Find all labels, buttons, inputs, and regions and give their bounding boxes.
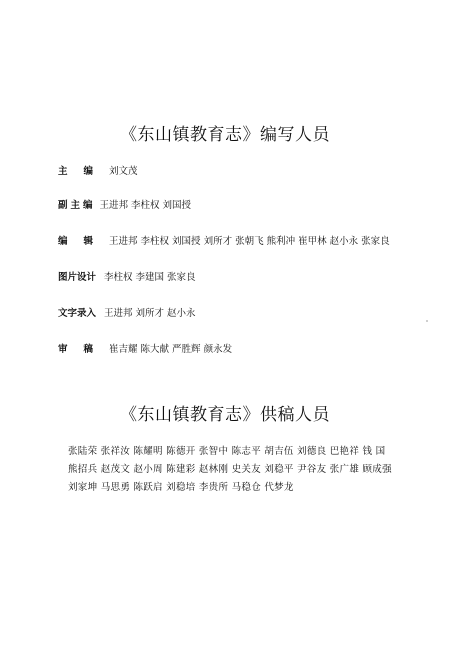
staff-row-picture-design (58, 272, 196, 284)
section-title-contributors: 《东山镇教育志》供稿人员 (120, 405, 330, 425)
staff-row-chief-editor (58, 166, 138, 178)
role-label: 副主编 (58, 200, 96, 211)
role-label: 图片设计 (58, 272, 97, 283)
role-names: 刘文茂 (109, 166, 138, 177)
staff-row-editors (58, 236, 390, 248)
role-label: 编辑 (58, 236, 110, 247)
contributor-line: 熊招兵 赵茂文 赵小周 陈建彩 赵林刚 史关友 刘稳平 尹谷友 张广雄 顾成强 (68, 464, 392, 475)
role-label: 主编 (58, 166, 110, 177)
role-names: 王进邦 刘所才 赵小永 (104, 308, 196, 319)
role-names: 崔吉耀 陈大献 严胜辉 颜永发 (109, 344, 233, 355)
scan-speck (426, 320, 428, 322)
staff-row-reviewers (58, 344, 232, 356)
role-names: 李柱权 李建国 张家良 (104, 272, 196, 283)
role-label: 审稿 (58, 344, 110, 355)
staff-row-deputy-editor (58, 200, 191, 212)
contributor-line: 刘家坤 马思勇 陈跃启 刘稳培 李贵所 马稳仓 代梦龙 (68, 482, 294, 493)
section-title-writers: 《东山镇教育志》编写人员 (120, 125, 330, 145)
role-label: 文字录入 (58, 308, 97, 319)
role-names: 王进邦 李柱权 刘国授 (99, 200, 192, 211)
contributor-line: 张陆荣 张祥汝 陈耀明 陈德开 张智中 陈志平 胡吉伍 刘德良 巴艳祥 钱 国 (68, 446, 386, 457)
staff-row-text-entry (58, 308, 196, 320)
role-names: 王进邦 李柱权 刘国授 刘所才 张朝飞 熊利冲 崔甲林 赵小永 张家良 (109, 236, 390, 247)
